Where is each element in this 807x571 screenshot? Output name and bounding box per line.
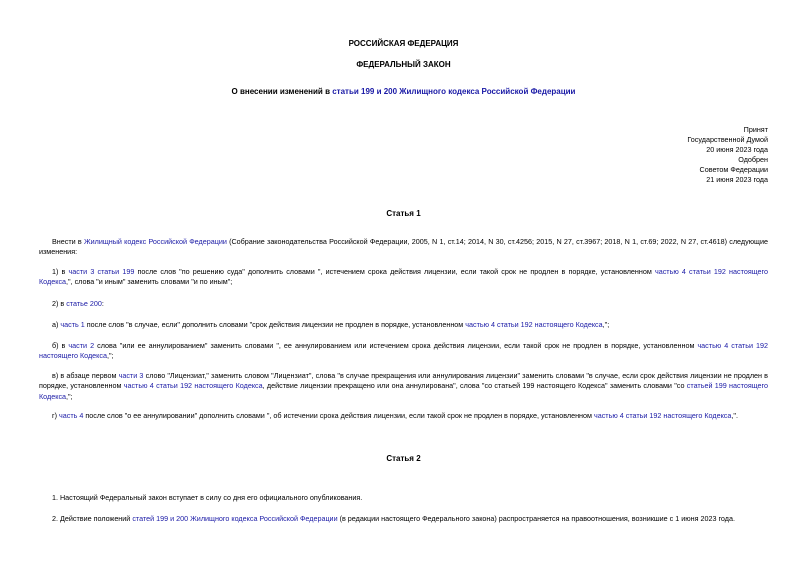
adoption-line: Советом Федерации [699, 164, 768, 174]
housing-code-link[interactable]: Жилищный кодекс Российской Федерации [83, 237, 227, 246]
link-part1[interactable]: часть 1 [60, 320, 85, 329]
link-part4-art192[interactable]: частью 4 статьи 192 настоящего Кодекса [39, 267, 768, 287]
amendment-2v: в) в абзаце первом части 3 слово "Лицензиат," заменить словом "Лицензиат", слова "в случае прекращения или аннулирования лицензии" заменить словами "в случае, если срок действия лицензии не продлен в порядке, установленном частью 4 статьи 192 настоящего Кодекса, действие лицензии прекращено или она аннулирована", слова "со статьей 199 настоящего Кодекса" заменить словами "со статьей 199 настоящего Кодекса,"; [39, 371, 769, 401]
link-part4-art192[interactable]: частью 4 статьи 192 настоящего Кодекса [593, 411, 732, 420]
law-title [0, 86, 807, 98]
adoption-line: 20 июня 2023 года [706, 144, 768, 154]
article-2-title: Статья 2 [386, 454, 421, 463]
amendment-2b: б) в части 2 слова "или ее аннулированием" заменить словами ", ее аннулированием или истечением срока действия лицензии, если такой срок не продлен в порядке, установленном частью 4 статьи 192 настоящего Кодекса,"; [39, 341, 769, 361]
adoption-line: Принят [743, 125, 768, 134]
link-part4-art192[interactable]: частью 4 статьи 192 настоящего Кодекса [465, 320, 603, 329]
adoption-block [687, 125, 768, 185]
link-part4-art192[interactable]: частью 4 статьи 192 настоящего Кодекса [39, 341, 769, 361]
link-part2[interactable]: части 2 [68, 341, 95, 350]
link-art200[interactable]: статье 200 [66, 299, 102, 308]
link-part4-art192[interactable]: частью 4 статьи 192 настоящего Кодекса [123, 381, 263, 391]
amendment-2: 2) в статье 200: [52, 299, 104, 308]
article-1-title: Статья 1 [386, 209, 421, 218]
adoption-line: Одобрен [738, 154, 768, 164]
amendment-1: 1) в части 3 статьи 199 после слов "по решению суда" дополнить словами ", истечением срока действия лицензии, если такой срок не продлен в порядке, установленном частью 4 статьи 192 настоящего Кодекса,", слова "и иным" заменить словами "и по иным"; [39, 267, 768, 287]
link-part4[interactable]: часть 4 [59, 411, 84, 420]
article-2-part1: 1. Настоящий Федеральный закон вступает в силу со дня его официального опубликования. [52, 493, 363, 502]
amendment-2g: г) часть 4 после слов "о ее аннулировании" дополнить словами ", об истечении срока действия лицензии, если такой срок не продлен в порядке, установленном частью 4 статьи 192 настоящего Кодекса,". [52, 411, 738, 420]
law-title-link[interactable]: статьи 199 и 200 Жилищного кодекса Российской Федерации [332, 87, 576, 96]
doc-type-heading: ФЕДЕРАЛЬНЫЙ ЗАКОН [356, 60, 451, 69]
link-part3-art199[interactable]: части 3 статьи 199 [68, 267, 135, 276]
link-part3[interactable]: части 3 [118, 371, 144, 380]
amendment-2a: а) часть 1 после слов "в случае, если" дополнить словами "срок действия лицензии не продлен в порядке, установленном частью 4 статьи 192 настоящего Кодекса,"; [52, 320, 610, 329]
adoption-line: Государственной Думой [687, 134, 768, 144]
country-heading: РОССИЙСКАЯ ФЕДЕРАЦИЯ [348, 39, 459, 48]
law-title-text: О внесении изменений в [231, 87, 333, 96]
article-1-intro: Внести в Жилищный кодекс Российской Федерации (Собрание законодательства Российской Федерации, 2005, N 1, ст.14; 2014, N 30, ст.4256; 2015, N 27, ст.3967; 2018, N 1, ст.69; 2022, N 27, ст.4618) следующие изменения: [39, 237, 768, 257]
link-arts-199-200[interactable]: статей 199 и 200 Жилищного кодекса Российской Федерации [132, 514, 338, 523]
link-art199[interactable]: статьей 199 настоящего Кодекса [39, 381, 768, 401]
article-2-part2: 2. Действие положений статей 199 и 200 Жилищного кодекса Российской Федерации (в редакции настоящего Федерального закона) распространяется на правоотношения, возникшие с 1 июня 2023 года. [52, 514, 735, 523]
adoption-line: 21 июня 2023 года [706, 174, 768, 184]
